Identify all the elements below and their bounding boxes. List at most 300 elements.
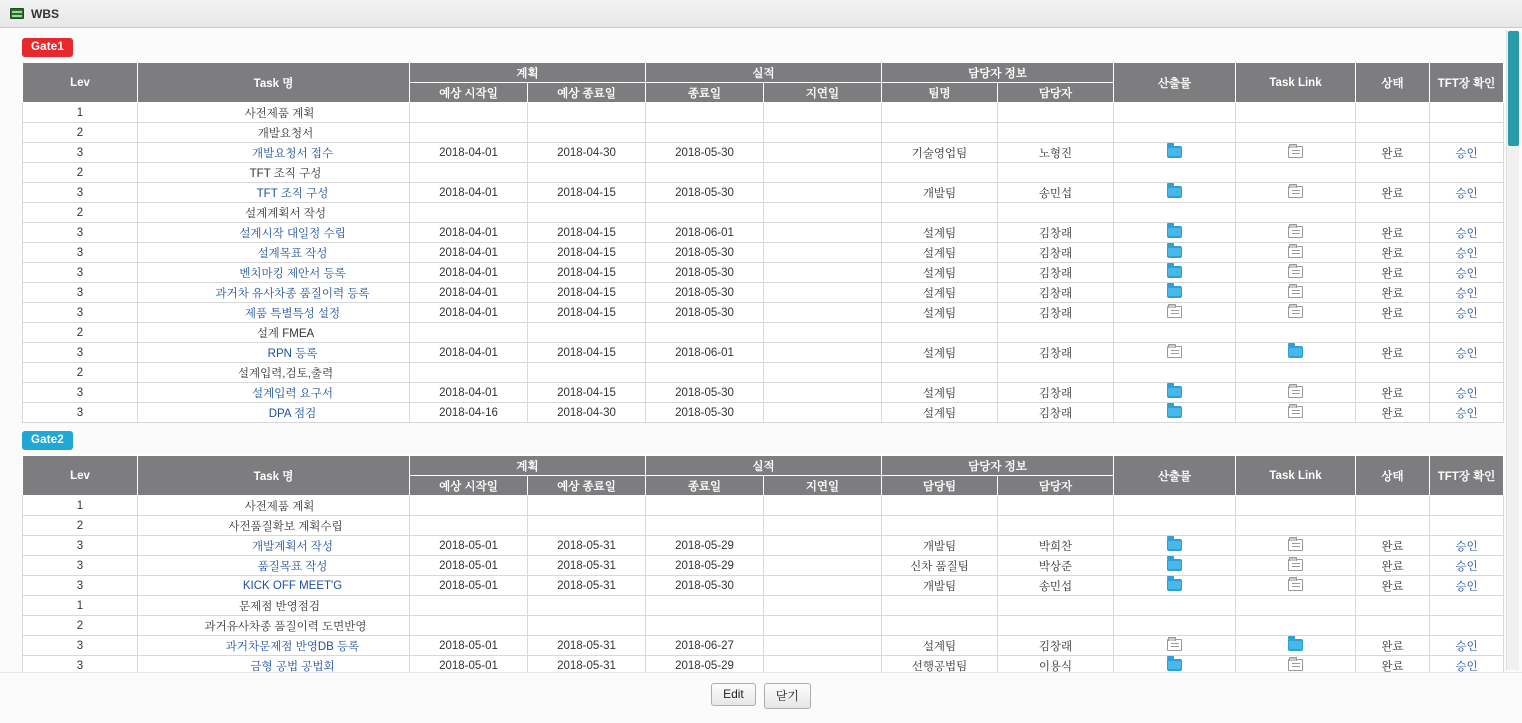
- cell-status: [1356, 163, 1430, 183]
- cell-plan-start: [410, 616, 528, 636]
- cell-owner: [998, 616, 1114, 636]
- table-row[interactable]: [23, 383, 1504, 403]
- cell-status: [1356, 103, 1430, 123]
- cell-task-link[interactable]: [1236, 656, 1356, 674]
- col-header-plan: 계획: [410, 456, 646, 476]
- cell-owner: 김창래: [998, 636, 1114, 656]
- cell-plan-end: [528, 616, 646, 636]
- tft-approve-link[interactable]: 승인: [1455, 267, 1478, 280]
- cell-deliverable: [1114, 203, 1236, 223]
- cell-actual-end: 2018-05-29: [646, 556, 764, 576]
- document-icon[interactable]: [1288, 306, 1303, 318]
- cell-team: [882, 496, 998, 516]
- cell-plan-end: 2018-04-15: [528, 283, 646, 303]
- tft-approve-link[interactable]: 승인: [1455, 660, 1478, 673]
- document-icon[interactable]: [1288, 226, 1303, 238]
- cell-task-link: [1236, 123, 1356, 143]
- cell-tft[interactable]: [1430, 303, 1504, 323]
- cell-team: 설계팀: [882, 223, 998, 243]
- cell-plan-start: [410, 496, 528, 516]
- table-row[interactable]: [23, 323, 1504, 343]
- cell-tft[interactable]: [1430, 656, 1504, 674]
- cell-lev: 2: [23, 616, 138, 636]
- document-icon[interactable]: [1288, 246, 1303, 258]
- document-icon[interactable]: [1167, 639, 1182, 651]
- document-icon[interactable]: [1288, 386, 1303, 398]
- cell-task: 문제점 반영점검: [138, 596, 410, 616]
- document-icon[interactable]: [1288, 539, 1303, 551]
- cell-status: [1356, 516, 1430, 536]
- window-title: WBS: [31, 6, 59, 21]
- cell-task[interactable]: [138, 303, 410, 323]
- cell-task-link[interactable]: [1236, 143, 1356, 163]
- document-icon[interactable]: [1288, 146, 1303, 158]
- cell-team: [882, 363, 998, 383]
- cell-task-link[interactable]: [1236, 283, 1356, 303]
- table-row[interactable]: [23, 596, 1504, 616]
- cell-plan-end: 2018-04-15: [528, 243, 646, 263]
- cell-task[interactable]: [138, 636, 410, 656]
- col-header-team: 담당팀: [882, 476, 998, 496]
- cell-status: 완료: [1356, 303, 1430, 323]
- cell-team: [882, 103, 998, 123]
- table-row[interactable]: [23, 263, 1504, 283]
- cell-lev: 3: [23, 243, 138, 263]
- cell-delay: [764, 243, 882, 263]
- cell-status: [1356, 363, 1430, 383]
- cell-task[interactable]: [138, 343, 410, 363]
- tft-approve-link[interactable]: 승인: [1455, 407, 1478, 420]
- wbs-scroll-area[interactable]: [0, 28, 1522, 673]
- cell-task[interactable]: [138, 223, 410, 243]
- cell-team: [882, 596, 998, 616]
- cell-lev: 3: [23, 576, 138, 596]
- tft-approve-link[interactable]: 승인: [1455, 640, 1478, 653]
- cell-plan-start: 2018-04-01: [410, 223, 528, 243]
- cell-tft[interactable]: [1430, 403, 1504, 423]
- cell-lev: 3: [23, 303, 138, 323]
- cell-delay: [764, 323, 882, 343]
- document-icon[interactable]: [1288, 579, 1303, 591]
- cell-deliverable[interactable]: [1114, 303, 1236, 323]
- cell-owner: [998, 596, 1114, 616]
- cell-task[interactable]: [138, 183, 410, 203]
- cell-task[interactable]: [138, 403, 410, 423]
- cell-deliverable[interactable]: [1114, 183, 1236, 203]
- gates-container: [0, 28, 1522, 673]
- table-row[interactable]: [23, 403, 1504, 423]
- edit-button[interactable]: Edit: [711, 683, 756, 706]
- cell-lev: 3: [23, 143, 138, 163]
- cell-lev: 1: [23, 596, 138, 616]
- task-link[interactable]: 개발계획서 작성: [252, 540, 333, 553]
- cell-status: 완료: [1356, 536, 1430, 556]
- cell-actual-end: [646, 616, 764, 636]
- cell-task-link[interactable]: [1236, 636, 1356, 656]
- table-header-row: [23, 456, 1504, 476]
- cell-task-link[interactable]: [1236, 536, 1356, 556]
- document-icon[interactable]: [1288, 406, 1303, 418]
- cell-task[interactable]: [138, 576, 410, 596]
- table-row[interactable]: [23, 343, 1504, 363]
- cell-plan-end: [528, 123, 646, 143]
- table-row[interactable]: [23, 576, 1504, 596]
- cell-plan-start: 2018-04-01: [410, 283, 528, 303]
- cell-delay: [764, 143, 882, 163]
- cell-task-link[interactable]: [1236, 576, 1356, 596]
- cell-plan-end: 2018-05-31: [528, 576, 646, 596]
- cell-task-link: [1236, 203, 1356, 223]
- col-header-task-link: Task Link: [1236, 63, 1356, 103]
- cell-plan-start: 2018-05-01: [410, 576, 528, 596]
- tft-approve-link[interactable]: 승인: [1455, 540, 1478, 553]
- task-link[interactable]: 품질목표 작성: [257, 560, 328, 573]
- cell-task-link[interactable]: [1236, 343, 1356, 363]
- cell-deliverable[interactable]: [1114, 263, 1236, 283]
- cell-delay: [764, 183, 882, 203]
- cell-owner: [998, 323, 1114, 343]
- cell-status: 완료: [1356, 403, 1430, 423]
- folder-icon[interactable]: [1167, 246, 1182, 258]
- document-icon[interactable]: [1288, 186, 1303, 198]
- cell-tft[interactable]: [1430, 343, 1504, 363]
- cell-lev: 3: [23, 263, 138, 283]
- cell-deliverable[interactable]: [1114, 223, 1236, 243]
- cell-plan-start: 2018-04-01: [410, 343, 528, 363]
- cell-deliverable[interactable]: [1114, 283, 1236, 303]
- cell-status: 완료: [1356, 183, 1430, 203]
- cell-task-link[interactable]: [1236, 303, 1356, 323]
- cell-tft[interactable]: [1430, 383, 1504, 403]
- table-row[interactable]: [23, 303, 1504, 323]
- cell-owner: 김창래: [998, 343, 1114, 363]
- cell-task[interactable]: [138, 143, 410, 163]
- cell-tft[interactable]: [1430, 536, 1504, 556]
- cell-tft[interactable]: [1430, 576, 1504, 596]
- folder-icon[interactable]: [1167, 386, 1182, 398]
- document-icon[interactable]: [1167, 346, 1182, 358]
- cell-deliverable[interactable]: [1114, 536, 1236, 556]
- folder-icon[interactable]: [1167, 226, 1182, 238]
- cell-task[interactable]: [138, 283, 410, 303]
- document-icon[interactable]: [1288, 559, 1303, 571]
- cell-lev: 1: [23, 103, 138, 123]
- cell-plan-start: [410, 596, 528, 616]
- cell-team: 설계팀: [882, 383, 998, 403]
- cell-delay: [764, 403, 882, 423]
- col-header-lev: Lev: [23, 63, 138, 103]
- cell-plan-start: 2018-04-01: [410, 243, 528, 263]
- table-row[interactable]: [23, 656, 1504, 674]
- document-icon[interactable]: [1288, 286, 1303, 298]
- task-link[interactable]: DPA 점검: [268, 407, 317, 420]
- cell-plan-end: 2018-04-15: [528, 183, 646, 203]
- cell-team: 설계팀: [882, 636, 998, 656]
- col-header-owner: 담당자: [998, 476, 1114, 496]
- cell-tft[interactable]: [1430, 263, 1504, 283]
- task-link[interactable]: 개발요청서 접수: [252, 147, 333, 160]
- folder-icon[interactable]: [1167, 186, 1182, 198]
- task-link[interactable]: RPN 등록: [267, 347, 318, 360]
- folder-icon[interactable]: [1288, 346, 1303, 358]
- table-row[interactable]: [23, 636, 1504, 656]
- cell-actual-end: [646, 323, 764, 343]
- cell-team: 설계팀: [882, 243, 998, 263]
- cell-tft: [1430, 516, 1504, 536]
- wbs-table: [22, 455, 1504, 673]
- folder-icon[interactable]: [1167, 659, 1182, 671]
- close-button[interactable]: 닫기: [764, 683, 811, 709]
- cell-team: 설계팀: [882, 263, 998, 283]
- cell-actual-end: [646, 596, 764, 616]
- cell-team: 개발팀: [882, 576, 998, 596]
- task-link[interactable]: 설계입력 요구서: [252, 387, 333, 400]
- cell-plan-end: [528, 363, 646, 383]
- cell-deliverable[interactable]: [1114, 636, 1236, 656]
- cell-deliverable[interactable]: [1114, 383, 1236, 403]
- document-icon[interactable]: [1167, 306, 1182, 318]
- cell-actual-end: [646, 103, 764, 123]
- cell-delay: [764, 363, 882, 383]
- cell-deliverable: [1114, 496, 1236, 516]
- wbs-table: [22, 62, 1504, 423]
- cell-task-link[interactable]: [1236, 403, 1356, 423]
- table-row[interactable]: [23, 183, 1504, 203]
- cell-actual-end: 2018-06-01: [646, 223, 764, 243]
- cell-task-link[interactable]: [1236, 556, 1356, 576]
- table-row[interactable]: [23, 163, 1504, 183]
- folder-icon[interactable]: [1167, 146, 1182, 158]
- cell-team: 설계팀: [882, 343, 998, 363]
- cell-deliverable[interactable]: [1114, 243, 1236, 263]
- col-header-owner-info: 담당자 정보: [882, 63, 1114, 83]
- cell-actual-end: 2018-05-30: [646, 403, 764, 423]
- table-row[interactable]: [23, 123, 1504, 143]
- cell-owner: [998, 516, 1114, 536]
- cell-plan-end: [528, 203, 646, 223]
- task-link[interactable]: 벤치마킹 제안서 등록: [239, 267, 346, 280]
- cell-plan-end: 2018-04-30: [528, 403, 646, 423]
- cell-plan-end: 2018-04-15: [528, 383, 646, 403]
- cell-delay: [764, 496, 882, 516]
- cell-tft[interactable]: [1430, 556, 1504, 576]
- table-row[interactable]: [23, 103, 1504, 123]
- folder-icon[interactable]: [1167, 579, 1182, 591]
- cell-owner: 김창래: [998, 283, 1114, 303]
- tft-approve-link[interactable]: 승인: [1455, 580, 1478, 593]
- task-link[interactable]: 과거차문제점 반영DB 등록: [225, 640, 360, 653]
- cell-status: [1356, 596, 1430, 616]
- cell-tft[interactable]: [1430, 223, 1504, 243]
- cell-delay: [764, 343, 882, 363]
- cell-team: [882, 203, 998, 223]
- cell-deliverable[interactable]: [1114, 576, 1236, 596]
- task-link[interactable]: 설계시작 대일정 수립: [239, 227, 346, 240]
- cell-deliverable: [1114, 596, 1236, 616]
- folder-icon[interactable]: [1167, 539, 1182, 551]
- cell-plan-start: [410, 516, 528, 536]
- cell-task: 개발요청서: [138, 123, 410, 143]
- cell-tft: [1430, 496, 1504, 516]
- cell-task[interactable]: [138, 243, 410, 263]
- cell-task[interactable]: [138, 536, 410, 556]
- footer-bar: [0, 673, 1522, 723]
- table-row[interactable]: [23, 616, 1504, 636]
- cell-status: 완료: [1356, 243, 1430, 263]
- cell-plan-start: 2018-04-01: [410, 383, 528, 403]
- cell-tft[interactable]: [1430, 636, 1504, 656]
- cell-task-link: [1236, 103, 1356, 123]
- col-header-delay: 지연일: [764, 476, 882, 496]
- table-row[interactable]: [23, 536, 1504, 556]
- cell-delay: [764, 103, 882, 123]
- tft-approve-link[interactable]: 승인: [1455, 307, 1478, 320]
- folder-icon[interactable]: [1167, 559, 1182, 571]
- table-row[interactable]: [23, 243, 1504, 263]
- cell-actual-end: 2018-05-30: [646, 303, 764, 323]
- cell-task: 설계입력,검토,출력: [138, 363, 410, 383]
- folder-icon[interactable]: [1288, 639, 1303, 651]
- cell-plan-end: 2018-04-15: [528, 343, 646, 363]
- document-icon[interactable]: [1288, 266, 1303, 278]
- cell-plan-end: [528, 496, 646, 516]
- col-header-deliverable: 산출물: [1114, 456, 1236, 496]
- cell-task-link[interactable]: [1236, 263, 1356, 283]
- cell-lev: 3: [23, 656, 138, 674]
- cell-lev: 3: [23, 283, 138, 303]
- col-header-plan-start: 예상 시작일: [410, 476, 528, 496]
- task-link[interactable]: 제품 특별특성 설정: [244, 307, 341, 320]
- cell-tft: [1430, 323, 1504, 343]
- table-row[interactable]: [23, 283, 1504, 303]
- cell-tft[interactable]: [1430, 143, 1504, 163]
- task-link[interactable]: KICK OFF MEET'G: [242, 579, 343, 592]
- cell-plan-start: 2018-04-01: [410, 303, 528, 323]
- tft-approve-link[interactable]: 승인: [1455, 187, 1478, 200]
- col-header-tft: TFT장 확인: [1430, 63, 1504, 103]
- cell-tft[interactable]: [1430, 183, 1504, 203]
- cell-team: 개발팀: [882, 536, 998, 556]
- cell-task-link[interactable]: [1236, 383, 1356, 403]
- folder-icon[interactable]: [1167, 266, 1182, 278]
- table-row[interactable]: [23, 556, 1504, 576]
- cell-delay: [764, 123, 882, 143]
- cell-task-link[interactable]: [1236, 223, 1356, 243]
- cell-actual-end: 2018-05-30: [646, 576, 764, 596]
- cell-plan-end: 2018-05-31: [528, 536, 646, 556]
- vertical-scrollbar[interactable]: [1506, 30, 1519, 670]
- cell-owner: 김창래: [998, 243, 1114, 263]
- cell-task: 사전품질확보 계획수립: [138, 516, 410, 536]
- cell-deliverable[interactable]: [1114, 343, 1236, 363]
- cell-task[interactable]: [138, 556, 410, 576]
- tft-approve-link[interactable]: 승인: [1455, 147, 1478, 160]
- table-row[interactable]: [23, 516, 1504, 536]
- task-link[interactable]: 설계목표 작성: [257, 247, 328, 260]
- cell-plan-end: 2018-04-15: [528, 263, 646, 283]
- cell-tft: [1430, 103, 1504, 123]
- cell-lev: 3: [23, 383, 138, 403]
- cell-team: [882, 123, 998, 143]
- cell-plan-end: 2018-05-31: [528, 656, 646, 674]
- cell-lev: 3: [23, 403, 138, 423]
- cell-owner: 송민섭: [998, 576, 1114, 596]
- cell-actual-end: 2018-06-27: [646, 636, 764, 656]
- cell-plan-start: 2018-04-01: [410, 183, 528, 203]
- cell-team: [882, 323, 998, 343]
- task-link[interactable]: TFT 조직 구성: [256, 187, 329, 200]
- cell-task-link: [1236, 616, 1356, 636]
- cell-plan-start: [410, 123, 528, 143]
- cell-tft[interactable]: [1430, 243, 1504, 263]
- cell-task[interactable]: [138, 656, 410, 674]
- gate-section: [22, 431, 1496, 673]
- cell-plan-start: [410, 103, 528, 123]
- scrollbar-thumb[interactable]: [1508, 31, 1519, 146]
- table-row[interactable]: [23, 203, 1504, 223]
- cell-delay: [764, 596, 882, 616]
- cell-delay: [764, 283, 882, 303]
- col-header-plan-start: 예상 시작일: [410, 83, 528, 103]
- cell-delay: [764, 223, 882, 243]
- cell-tft[interactable]: [1430, 283, 1504, 303]
- gate-label: Gate2: [22, 431, 73, 450]
- cell-owner: 노형진: [998, 143, 1114, 163]
- cell-deliverable[interactable]: [1114, 143, 1236, 163]
- task-link[interactable]: 금형 공법 공법회: [250, 660, 335, 673]
- cell-deliverable[interactable]: [1114, 656, 1236, 674]
- cell-lev: 2: [23, 203, 138, 223]
- tft-approve-link[interactable]: 승인: [1455, 247, 1478, 260]
- cell-plan-end: 2018-04-15: [528, 303, 646, 323]
- task-link[interactable]: 과거차 유사차종 품질이력 등록: [215, 287, 370, 300]
- cell-lev: 2: [23, 123, 138, 143]
- table-row[interactable]: [23, 143, 1504, 163]
- folder-icon[interactable]: [1167, 406, 1182, 418]
- cell-owner: 박희찬: [998, 536, 1114, 556]
- cell-task-link: [1236, 363, 1356, 383]
- cell-task[interactable]: [138, 263, 410, 283]
- cell-task-link: [1236, 596, 1356, 616]
- tft-approve-link[interactable]: 승인: [1455, 387, 1478, 400]
- col-header-actual-end: 종료일: [646, 83, 764, 103]
- cell-owner: [998, 203, 1114, 223]
- cell-task-link[interactable]: [1236, 243, 1356, 263]
- document-icon[interactable]: [1288, 659, 1303, 671]
- cell-plan-start: 2018-05-01: [410, 636, 528, 656]
- tft-approve-link[interactable]: 승인: [1455, 227, 1478, 240]
- cell-plan-end: [528, 596, 646, 616]
- table-row[interactable]: [23, 223, 1504, 243]
- cell-lev: 3: [23, 183, 138, 203]
- cell-task-link[interactable]: [1236, 183, 1356, 203]
- tft-approve-link[interactable]: 승인: [1455, 347, 1478, 360]
- tft-approve-link[interactable]: 승인: [1455, 287, 1478, 300]
- cell-deliverable[interactable]: [1114, 403, 1236, 423]
- col-header-lev: Lev: [23, 456, 138, 496]
- cell-lev: 1: [23, 496, 138, 516]
- cell-task[interactable]: [138, 383, 410, 403]
- cell-deliverable[interactable]: [1114, 556, 1236, 576]
- tft-approve-link[interactable]: 승인: [1455, 560, 1478, 573]
- folder-icon[interactable]: [1167, 286, 1182, 298]
- gate-label: Gate1: [22, 38, 73, 57]
- cell-status: [1356, 123, 1430, 143]
- cell-delay: [764, 536, 882, 556]
- table-row[interactable]: [23, 496, 1504, 516]
- table-row[interactable]: [23, 363, 1504, 383]
- col-header-delay: 지연일: [764, 83, 882, 103]
